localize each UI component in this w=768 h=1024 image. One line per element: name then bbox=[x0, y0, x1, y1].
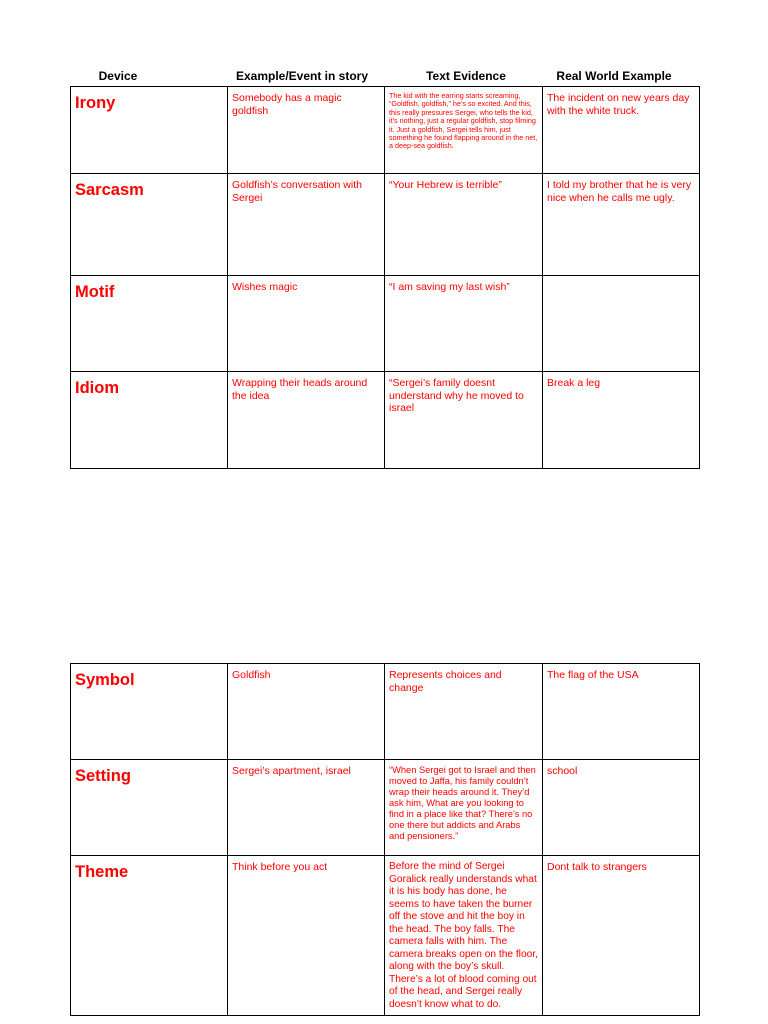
real-world-cell: The incident on new years day with the white truck. bbox=[543, 87, 700, 174]
evidence-cell: The kid with the earring starts screaming, “Goldfish, goldfish,” he’s so excited. And this, this really pressures Sergei, who tells the kid, it’s nothing, just a regular goldfish, stop filming it. Just a goldfish, Sergei tells him, just something he found flapping around in the net, a deep-sea goldfish. bbox=[385, 87, 543, 174]
example-cell: Think before you act bbox=[228, 856, 385, 1016]
device-cell: Setting bbox=[71, 760, 228, 856]
evidence-cell: “Your Hebrew is terrible” bbox=[385, 174, 543, 276]
header-real-world: Real World Example bbox=[556, 69, 672, 83]
table-row bbox=[71, 856, 700, 1016]
evidence-cell: Before the mind of Sergei Goralick really understands what it is his body has done, he seems to have taken the burner off the stove and hit the boy in the head. The boy falls. The camera falls with him. The camera breaks open on the floor, along with the boy’s skull. There’s a lot of blood coming out of the head, and Sergei really doesn’t know what to do. bbox=[385, 856, 543, 1016]
example-cell: Somebody has a magic goldfish bbox=[228, 87, 385, 174]
device-cell: Symbol bbox=[71, 664, 228, 760]
table-row bbox=[71, 174, 700, 276]
evidence-cell: “Sergei’s family doesnt understand why he moved to israel bbox=[385, 372, 543, 469]
example-cell: Goldfish’s conversation with Sergei bbox=[228, 174, 385, 276]
evidence-cell: Represents choices and change bbox=[385, 664, 543, 760]
evidence-cell: “I am saving my last wish” bbox=[385, 276, 543, 372]
evidence-cell: “When Sergei got to Israel and then moved to Jaffa, his family couldn’t wrap their heads around it. They’d ask him, What are you looking to find in a place like that? There’s no one there but addicts and Arabs and pensioners.” bbox=[385, 760, 543, 856]
devices-table-2 bbox=[70, 663, 700, 1016]
header-evidence: Text Evidence bbox=[426, 69, 506, 83]
example-cell: Sergei’s apartment, israel bbox=[228, 760, 385, 856]
device-cell: Motif bbox=[71, 276, 228, 372]
table-row bbox=[71, 372, 700, 469]
header-example: Example/Event in story bbox=[235, 69, 369, 83]
table-row bbox=[71, 664, 700, 760]
table-row bbox=[71, 87, 700, 174]
table-row bbox=[71, 276, 700, 372]
real-world-cell: Break a leg bbox=[543, 372, 700, 469]
table-row bbox=[71, 760, 700, 856]
real-world-cell: Dont talk to strangers bbox=[543, 856, 700, 1016]
example-cell: Goldfish bbox=[228, 664, 385, 760]
real-world-cell bbox=[543, 276, 700, 372]
real-world-cell: I told my brother that he is very nice when he calls me ugly. bbox=[543, 174, 700, 276]
devices-table-1 bbox=[70, 86, 700, 469]
example-cell: Wishes magic bbox=[228, 276, 385, 372]
example-cell: Wrapping their heads around the idea bbox=[228, 372, 385, 469]
header-device: Device bbox=[98, 69, 138, 83]
real-world-cell: school bbox=[543, 760, 700, 856]
device-cell: Irony bbox=[71, 87, 228, 174]
device-cell: Theme bbox=[71, 856, 228, 1016]
device-cell: Sarcasm bbox=[71, 174, 228, 276]
device-cell: Idiom bbox=[71, 372, 228, 469]
real-world-cell: The flag of the USA bbox=[543, 664, 700, 760]
